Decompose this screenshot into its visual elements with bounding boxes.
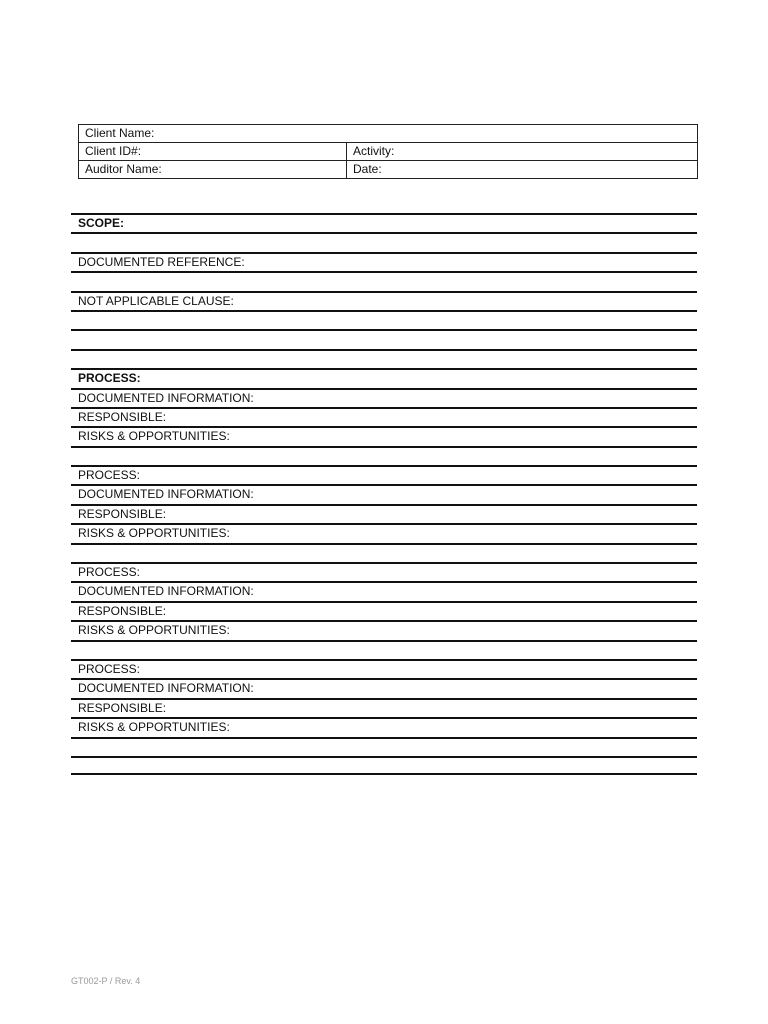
form-line[interactable]: RISKS & OPPORTUNITIES:	[71, 523, 697, 542]
form-line[interactable]	[71, 232, 697, 251]
auditor-name-field[interactable]: Auditor Name:	[79, 161, 347, 179]
form-line[interactable]: PROCESS:	[71, 659, 697, 678]
form-line[interactable]: DOCUMENTED REFERENCE:	[71, 252, 697, 271]
date-field[interactable]: Date:	[347, 161, 698, 179]
form-line[interactable]: RISKS & OPPORTUNITIES:	[71, 717, 697, 736]
form-line[interactable]	[71, 271, 697, 290]
form-line[interactable]: RESPONSIBLE:	[71, 504, 697, 523]
table-row	[79, 125, 698, 143]
form-line[interactable]: RISKS & OPPORTUNITIES:	[71, 426, 697, 445]
activity-field[interactable]: Activity:	[347, 143, 698, 161]
audit-form-lines	[71, 213, 697, 775]
client-info-table	[78, 124, 698, 179]
form-line[interactable]: DOCUMENTED INFORMATION:	[71, 388, 697, 407]
client-id-field[interactable]: Client ID#:	[79, 143, 347, 161]
table-row	[79, 143, 698, 161]
form-line[interactable]	[71, 737, 697, 756]
form-line[interactable]: NOT APPLICABLE CLAUSE:	[71, 291, 697, 310]
form-line[interactable]	[71, 329, 697, 348]
document-code: GT002-P / Rev. 4	[71, 976, 141, 986]
form-line[interactable]	[71, 640, 697, 659]
form-line[interactable]	[71, 349, 697, 368]
form-line[interactable]: PROCESS:	[71, 562, 697, 581]
form-line[interactable]: DOCUMENTED INFORMATION:	[71, 484, 697, 503]
form-line[interactable]: RESPONSIBLE:	[71, 407, 697, 426]
form-line[interactable]	[71, 446, 697, 465]
client-name-field[interactable]: Client Name:	[79, 125, 698, 143]
form-line[interactable]	[71, 756, 697, 775]
form-line[interactable]: RESPONSIBLE:	[71, 698, 697, 717]
form-line[interactable]: PROCESS:	[71, 368, 697, 387]
form-line[interactable]: RESPONSIBLE:	[71, 601, 697, 620]
form-line[interactable]: RISKS & OPPORTUNITIES:	[71, 620, 697, 639]
form-line[interactable]: SCOPE:	[71, 213, 697, 232]
form-line[interactable]: DOCUMENTED INFORMATION:	[71, 678, 697, 697]
form-line[interactable]: DOCUMENTED INFORMATION:	[71, 581, 697, 600]
form-line[interactable]	[71, 310, 697, 329]
table-row	[79, 161, 698, 179]
form-line[interactable]	[71, 543, 697, 562]
form-line[interactable]: PROCESS:	[71, 465, 697, 484]
